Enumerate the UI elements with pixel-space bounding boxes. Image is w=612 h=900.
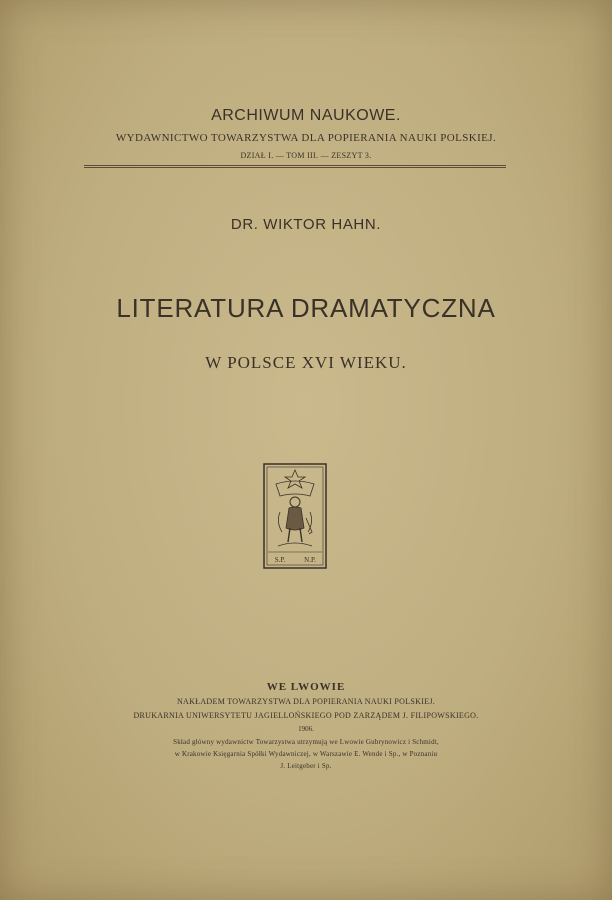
series-volume: DZIAŁ I. — TOM III. — ZESZYT 3.: [240, 151, 372, 160]
emblem-initials-right: N.P.: [304, 556, 316, 564]
series-title: ARCHIWUM NAUKOWE.: [211, 107, 401, 124]
book-title: LITERATURA DRAMATYCZNA: [116, 293, 496, 323]
series-publisher: WYDAWNICTWO TOWARZYSTWA DLA POPIERANIA NAUKI POLSKIEJ.: [115, 132, 497, 144]
double-rule-divider: [84, 165, 506, 168]
emblem-initials-left: S.P.: [274, 556, 286, 564]
book-subtitle: W POLSCE XVI WIEKU.: [205, 353, 407, 372]
distribution-line-2: w Krakowie Księgarnia Spółki Wydawniczej, w Warszawie E. Wende i Sp., w Poznaniu: [174, 750, 438, 758]
distribution-line-3: J. Leitgeber i Sp.: [280, 762, 332, 770]
imprint-publisher: NAKŁADEM TOWARZYSTWA DLA POPIERANIA NAUKI POLSKIEJ.: [176, 697, 436, 706]
imprint-year: 1906.: [298, 725, 314, 733]
distribution-line-1: Skład główny wydawnictw Towarzystwa utrzymują we Lwowie Gubrynowicz i Schmidt,: [173, 738, 439, 746]
printer-device-icon: [262, 462, 328, 570]
imprint-printer: DRUKARNIA UNIWERSYTETU JAGIELLOŃSKIEGO POD ZARZĄDEM J. FILIPOWSKIEGO.: [133, 711, 479, 720]
imprint-place: WE LWOWIE: [266, 681, 346, 693]
author-name: DR. WIKTOR HAHN.: [230, 216, 382, 233]
